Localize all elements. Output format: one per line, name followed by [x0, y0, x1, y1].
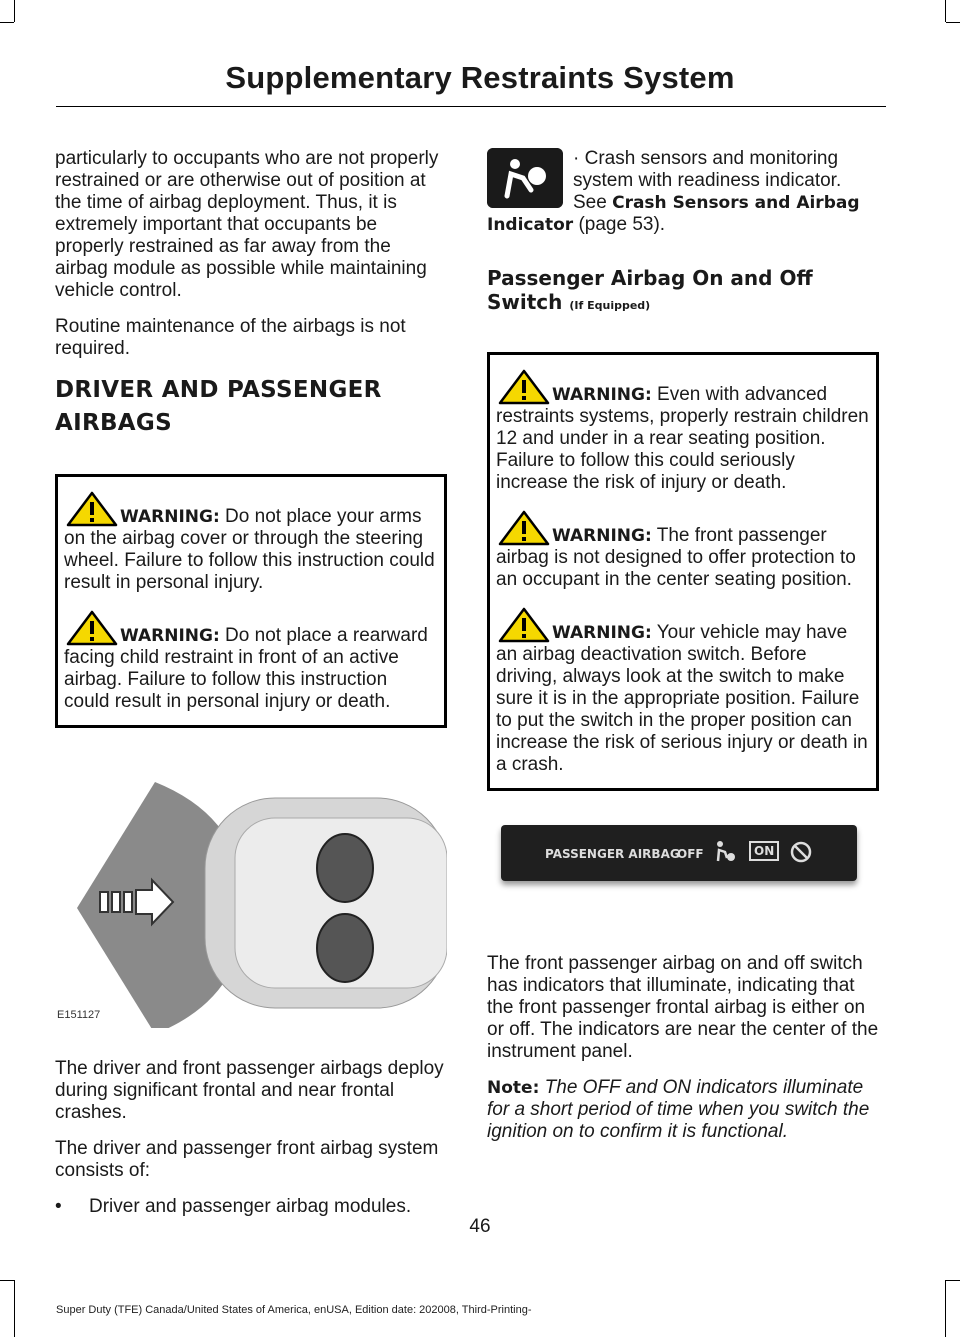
indicator-paragraph: The front passenger airbag on and off switch has indicators that illuminate, indicating that the front passenger frontal airbag is either on or off. The indicators are near the center of the instrument panel. [487, 953, 879, 1062]
crop-mark [14, 1280, 15, 1337]
crop-mark [0, 1280, 14, 1281]
sensor-paragraph [487, 148, 879, 236]
crop-mark [0, 22, 14, 23]
seat-occupant-icon [713, 839, 737, 865]
warning-triangle-icon [498, 510, 550, 546]
crop-mark [945, 0, 946, 22]
warning-label: WARNING: [120, 507, 220, 527]
warning-text: The front passenger airbag is not designed to offer protection to an occupant in the center seating position. [496, 525, 856, 590]
note-label: Note: [487, 1078, 540, 1098]
warning-item [64, 491, 437, 594]
maintenance-paragraph: Routine maintenance of the airbags is not required. [55, 316, 406, 359]
warning-box [55, 474, 447, 728]
warning-text: Do not place a rearward facing child restraint in front of an active airbag. Failure to follow this instruction could result in personal injury or death. [64, 625, 428, 712]
warning-label: WARNING: [120, 626, 220, 646]
right-column [487, 148, 879, 1157]
warning-label: WARNING: [552, 526, 652, 546]
left-column [55, 148, 447, 1218]
sensor-page: (page 53). [573, 214, 666, 235]
warning-item [496, 607, 869, 776]
airbag-deployment-figure [55, 758, 447, 1028]
footer-text: Super Duty (TFE) Canada/United States of America, enUSA, Edition date: 202008, Third-Printing- [56, 1304, 532, 1316]
panel-off-label: OFF [677, 847, 704, 861]
subsection-title-text: Passenger Airbag On and Off Switch [487, 266, 813, 314]
section-title-line1: DRIVER AND PASSENGER [55, 377, 382, 403]
crop-mark [945, 1280, 946, 1337]
subsection-title [487, 266, 879, 318]
bullet-text: Driver and passenger airbag modules. [89, 1196, 412, 1217]
warning-text: Do not place your arms on the airbag cover or through the steering wheel. Failure to follow this instruction could result in personal injury. [64, 506, 435, 593]
sensor-link[interactable]: Crash Sensors and Airbag Indicator [487, 193, 860, 235]
warning-triangle-icon [66, 491, 118, 527]
sensor-text: · Crash sensors and monitoring system with readiness indicator. See [573, 148, 842, 213]
page-number: 46 [469, 1216, 491, 1237]
warning-box [487, 352, 879, 791]
figure-code: E151127 [57, 1009, 101, 1021]
consists-paragraph: The driver and passenger front airbag system consists of: [55, 1138, 439, 1181]
warning-triangle-icon [66, 610, 118, 646]
bullet-dot: • [55, 1196, 62, 1217]
note-text: The OFF and ON indicators illuminate for a short period of time when you switch the ignition on to confirm it is functional. [487, 1077, 870, 1142]
crop-mark [946, 22, 960, 23]
panel-label: PASSENGER AIRBAG [545, 847, 680, 861]
crop-mark [14, 0, 15, 22]
warning-label: WARNING: [552, 385, 652, 405]
warning-text: Even with advanced restraints systems, properly restrain children 12 and under in a rear seating position. Failure to follow this could seriously increase the risk of injury or death. [496, 384, 869, 493]
panel-on-label: ON [749, 841, 779, 861]
warning-item [496, 510, 869, 591]
deploy-paragraph: The driver and front passenger airbags deploy during significant frontal and near frontal crashes. [55, 1058, 444, 1123]
airbag-indicator-icon [487, 148, 563, 208]
list-item [55, 1196, 447, 1218]
warning-item [496, 369, 869, 494]
section-title [55, 374, 447, 440]
warning-triangle-icon [498, 369, 550, 405]
note-paragraph [487, 1077, 879, 1143]
warning-item [64, 610, 437, 713]
page-header-title: Supplementary Restraints System [225, 60, 735, 95]
passenger-airbag-panel [501, 825, 857, 881]
warning-text: Your vehicle may have an airbag deactivation switch. Before driving, always look at the switch to make sure it is in the appropriate position. Failure to put the switch in the proper position can increase the risk of serious injury or death in a crash. [496, 622, 868, 775]
crop-mark [946, 1280, 960, 1281]
if-equipped-label: (If Equipped) [569, 299, 651, 312]
intro-paragraph: particularly to occupants who are not properly restrained or are otherwise out of position at the time of airbag deployment. Thus, it is extremely important that occupants be properly restrained as far away from the airbag module as possible while maintaining vehicle control. [55, 148, 439, 301]
warning-triangle-icon [498, 607, 550, 643]
header-rule [56, 106, 886, 107]
section-title-line2: AIRBAGS [55, 410, 172, 436]
warning-label: WARNING: [552, 623, 652, 643]
airbag-deployment-illustration [55, 758, 447, 1028]
no-symbol-icon [789, 840, 813, 864]
